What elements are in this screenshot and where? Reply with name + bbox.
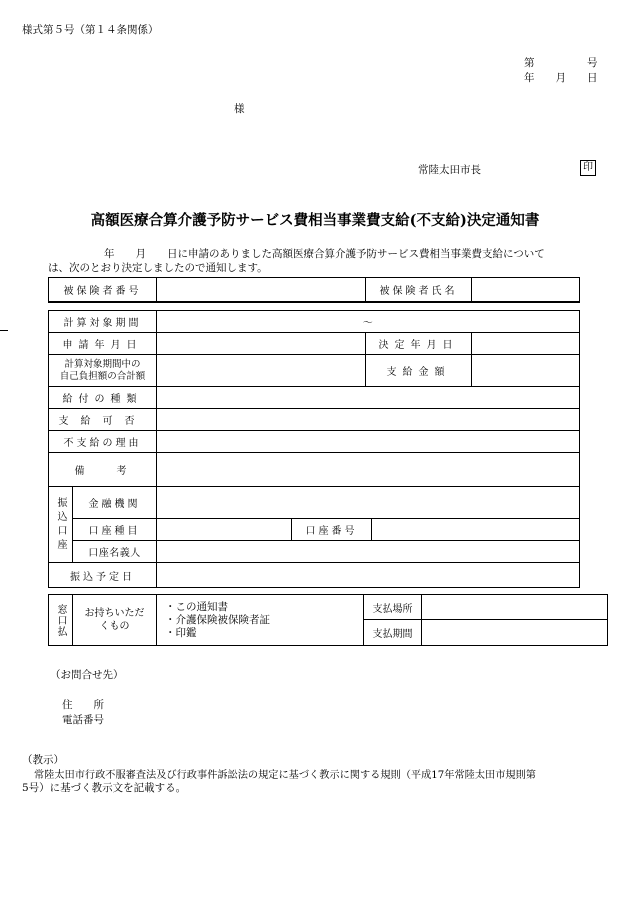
- bring-item-insurance-card: ・介護保険被保険者証: [165, 613, 270, 626]
- transfer-date-label: 振込予定日: [49, 563, 157, 587]
- document-number: 第 号: [524, 57, 598, 69]
- insured-table: [48, 277, 580, 303]
- bring-item-seal: ・印鑑: [165, 626, 197, 639]
- account-number-field[interactable]: [372, 519, 579, 541]
- self-burden-field[interactable]: [157, 355, 366, 387]
- apply-date-field[interactable]: [157, 333, 366, 355]
- transfer-account-label: 振込口座: [49, 487, 73, 563]
- recipient-suffix: 様: [234, 103, 245, 115]
- bring-items-list: [157, 595, 364, 645]
- issue-date: 年 月 日: [524, 72, 598, 84]
- margin-mark: [0, 330, 8, 331]
- remarks-field[interactable]: [157, 453, 579, 487]
- benefit-type-field[interactable]: [157, 387, 579, 409]
- period-field[interactable]: ～: [157, 311, 579, 333]
- decision-table: [48, 310, 580, 588]
- insured-number-label: 被保険者番号: [49, 278, 157, 302]
- benefit-type-label: 給付の種類: [49, 387, 157, 409]
- contact-title: （お問合せ先）: [50, 669, 124, 681]
- counter-payment-table: [48, 594, 608, 646]
- form-number: 様式第５号（第１４条関係）: [22, 24, 159, 36]
- period-label: 計算対象期間: [49, 311, 157, 333]
- intro-text: [48, 247, 588, 275]
- nonpay-reason-field[interactable]: [157, 431, 579, 453]
- bank-field[interactable]: [157, 487, 579, 519]
- nonpay-reason-label: 不支給の理由: [49, 431, 157, 453]
- bring-items-label-2: くもの: [99, 621, 130, 632]
- self-burden-label: [49, 355, 157, 387]
- pay-period-label: 支払期間: [364, 620, 422, 645]
- account-type-label: 口座種目: [73, 519, 157, 541]
- account-holder-field[interactable]: [157, 541, 579, 563]
- bank-label: 金融機関: [73, 487, 157, 519]
- account-holder-label: 口座名義人: [73, 541, 157, 563]
- payment-amount-label: 支給金額: [366, 355, 472, 387]
- issuer-name: 常陸太田市長: [418, 164, 481, 176]
- bring-item-notice: ・この通知書: [165, 600, 228, 613]
- payment-ok-field[interactable]: [157, 409, 579, 431]
- intro-line-1: 年 月 日に申請のありました高額医療合算介護予防サービス費相当事業費支給について: [104, 248, 545, 260]
- payment-amount-field[interactable]: [472, 355, 579, 387]
- document-title: 高額医療合算介護予防サービス費相当事業費支給(不支給)決定通知書: [90, 212, 540, 229]
- transfer-date-field[interactable]: [157, 563, 579, 587]
- contact-address-label: 住 所: [62, 699, 104, 711]
- insured-name-label: 被保険者氏名: [366, 278, 472, 302]
- pay-place-label: 支払場所: [364, 595, 422, 620]
- pay-place-field[interactable]: [422, 595, 607, 620]
- contact-phone-label: 電話番号: [62, 714, 104, 726]
- bring-items-label-1: お持ちいただ: [84, 608, 145, 619]
- remarks-label: 備 考: [49, 453, 157, 487]
- bring-items-label: [73, 595, 157, 645]
- notice-line-2: 5号）に基づく教示文を記載する。: [22, 782, 187, 794]
- apply-date-label: 申請年月日: [49, 333, 157, 355]
- insured-number-field[interactable]: [157, 278, 366, 302]
- payment-ok-label: 支給可否: [49, 409, 157, 431]
- notice-title: （教示）: [22, 754, 64, 766]
- intro-line-2: は、次のとおり決定しましたので通知します。: [48, 262, 268, 274]
- self-burden-label-2: 自己負担額の合計額: [59, 370, 146, 382]
- decision-date-label: 決定年月日: [366, 333, 472, 355]
- counter-payment-label: 窓口払: [49, 595, 73, 645]
- notice-line-1: 常陸太田市行政不服審査法及び行政事件訴訟法の規定に基づく教示に関する規則（平成17年常陸太田市規則第: [34, 770, 536, 781]
- account-type-field[interactable]: [157, 519, 292, 541]
- pay-period-field[interactable]: [422, 620, 607, 645]
- account-number-label: 口座番号: [292, 519, 372, 541]
- self-burden-label-1: 計算対象期間中の: [64, 358, 141, 370]
- insured-name-field[interactable]: [472, 278, 579, 302]
- decision-date-field[interactable]: [472, 333, 579, 355]
- seal-mark: 印: [580, 160, 596, 176]
